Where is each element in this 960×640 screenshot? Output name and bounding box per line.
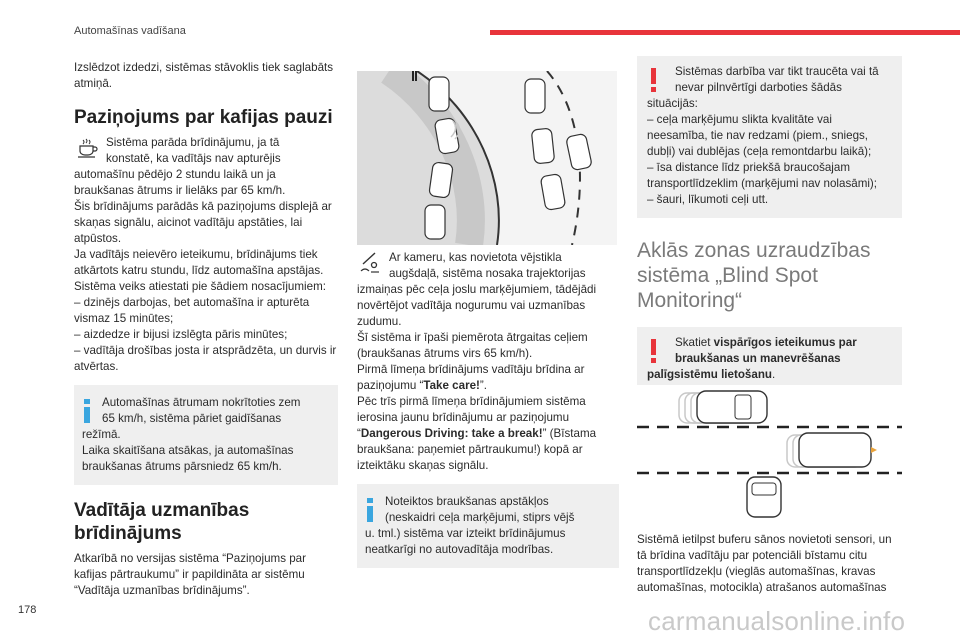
- warn2-line-3: palīgsistēmu lietošanu.: [647, 368, 776, 381]
- column-left: [74, 60, 338, 599]
- coffee-text-5: – dzinējs darbojas, bet automašīna ir apturēta vismaz 15 minūtes;: [74, 296, 310, 325]
- warning-icon: [647, 335, 665, 367]
- intro-paragraph: Izslēdzot izdedzi, sistēmas stāvoklis tiek saglabāts atmiņā.: [74, 61, 334, 90]
- coffee-text-6: – aizdedze ir bijusi izslēgta pāris minūtes;: [74, 328, 288, 341]
- blind-spot-illustration: [637, 385, 902, 520]
- warn2-line-1: Skatiet vispārīgos ieteikumus par: [675, 336, 857, 349]
- page-number: 178: [18, 604, 37, 616]
- column-middle: [357, 250, 619, 568]
- coffee-line-2: konstatē, ka vadītājs nav apturējis: [106, 152, 281, 165]
- info-box-standby: [74, 385, 338, 485]
- header-accent-bar: [490, 30, 960, 35]
- dangerous-driving-message: Dangerous Driving: take a break!: [360, 427, 543, 440]
- coffee-text-7: – vadītāja drošības josta ir atsprādzēta, un durvis ir atvērtas.: [74, 344, 337, 373]
- coffee-text-1: automašīnu pēdējo 2 stundu laikā un ja braukšanas ātrums ir lielāks par 65 km/h.: [74, 168, 286, 197]
- highway-text: Šī sistēma ir īpaši piemērota ātrgaitas ceļiem (braukšanas ātrums virs 65 km/h).: [357, 331, 588, 360]
- warn-line-1: Sistēmas darbība var tikt traucēta vai tā: [675, 65, 879, 78]
- camera-lead: [357, 250, 619, 282]
- info-line-2: 65 km/h, sistēma pāriet gaidīšanas: [102, 412, 282, 425]
- column-right: [637, 56, 902, 393]
- first-level-alert-text: Pirmā līmeņa brīdinājums vadītāju brīdina ar paziņojumu “Take care!”.: [357, 363, 585, 392]
- warn-line-2: nevar pilnvērtīgi darboties šādās: [675, 81, 842, 94]
- watermark-text: carmanualsonline.info: [648, 606, 906, 636]
- warning-box-general: [637, 327, 902, 393]
- coffee-text-3: Ja vadītājs neievēro ieteikumu, brīdinājums tiek atkārtots katru stundu, līdz automašīna apstājas.: [74, 248, 324, 277]
- info-box-conditions: [357, 484, 619, 568]
- info-icon: [367, 494, 373, 526]
- second-level-alert-text: Pēc trīs pirmā līmeņa brīdinājumiem sistēma ierosina jaunu brīdinājumu ar paziņojumu “Dangerous Driving: take a break!” (Bīstama braukšana: paņemiet pārtraukumu!) kopā ar izteiktāku skaņas signālu.: [357, 395, 597, 472]
- warn-text-3: – īsa distance līdz priekšā braucošajam transportlīdzeklim (marķējumi nav nolasāmi);: [647, 161, 878, 190]
- warn-text-2: – ceļa marķējumu slikta kvalitāte vai neesamība, tie nav redzami (piem., sniegs, dubļi) vai dublējas (ceļa remontdarbu laikā);: [647, 113, 872, 158]
- running-header: Automašīnas vadīšana: [74, 25, 186, 37]
- camera-line-2: augšdaļā, sistēma nosaka trajektorijas: [389, 267, 586, 280]
- info-text-2: Laika skaitīšana atsākas, ja automašīnas braukšanas ātrums pārsniedz 65 km/h.: [82, 444, 294, 473]
- camera-line-1: Ar kameru, kas novietota vējstikla: [389, 251, 562, 264]
- info2-line-2: (neskaidri ceļa marķējumi, stiprs vējš: [385, 511, 575, 524]
- warn2-line-2: braukšanas un manevrēšanas: [675, 352, 841, 365]
- coffee-line-1: Sistēma parāda brīdinājumu, ja tā: [106, 136, 280, 149]
- coffee-cup-icon: [74, 135, 100, 161]
- info-text-1: režīmā.: [82, 428, 121, 441]
- info2-line-1: Noteiktos braukšanas apstākļos: [385, 495, 549, 508]
- coffee-text-4: Sistēma veiks atiestati pie šādiem nosacījumiem:: [74, 280, 326, 293]
- attention-warning-text: Atkarībā no versijas sistēma “Paziņojums par kafijas pārtraukumu” ir papildināta ar sistēmu “Vadītāja uzmanības brīdinājums”.: [74, 552, 306, 597]
- take-care-message: Take care!: [423, 379, 480, 392]
- info-icon: [84, 395, 90, 427]
- coffee-break-lead: [74, 135, 338, 167]
- info2-text: u. tml.) sistēma var izteikt brīdinājumus neatkarīgi no autovadītāja modrības.: [365, 527, 566, 556]
- lane-drift-illustration: [357, 71, 617, 245]
- camera-icon: [357, 250, 383, 276]
- warn-text-4: – šauri, līkumoti ceļi utt.: [647, 193, 769, 206]
- warning-box-limits: [637, 56, 902, 218]
- blind-spot-description: Sistēmā ietilpst buferu sānos novietoti sensori, un tā brīdina vadītāju par potenciāli bīstamu citu transportlīdzekļu (vieglās automašīnas, kravas automašīnas, motocikla) atrašanos automašīnas: [637, 533, 892, 594]
- attention-warning-heading: Vadītāja uzmanības brīdinājums: [74, 500, 250, 544]
- column-right-bottom: [637, 532, 902, 596]
- warning-icon: [647, 64, 665, 96]
- warn-text-1: situācijās:: [647, 97, 698, 110]
- coffee-text-2: Šis brīdinājums parādās kā paziņojums displejā ar skaņas signālu, aicinot vadītāju apstāties, lai atpūstos.: [74, 200, 332, 245]
- coffee-break-heading: Paziņojums par kafijas pauzi: [74, 107, 333, 128]
- camera-text: izmaiņas pēc ceļa joslu marķējumiem, tādējādi novērtējot vadītāja nogurumu vai uzmanības zudumu.: [357, 283, 597, 328]
- info-line-1: Automašīnas ātrumam nokrītoties zem: [102, 396, 301, 409]
- blind-spot-heading: Aklās zonas uzraudzības sistēma „Blind Spot Monitoring“: [637, 239, 871, 312]
